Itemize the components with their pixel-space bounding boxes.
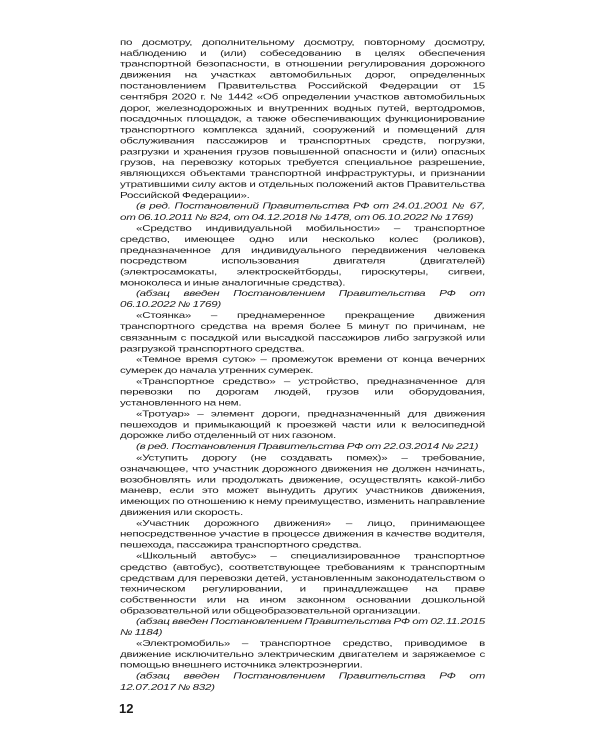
amendment-note: (абзац введен Постановлением Правительства РФ от 12.07.2017 № 832) (120, 671, 485, 692)
amendment-note: (абзац введен Постановлением Правительства РФ от 02.11.2015 № 1184) (120, 616, 485, 638)
definition-paragraph-individual-mobility: «Средство индивидуальной мобильности» – транспортное средство, имеющее одно или несколько колес (роликов), предназначенное для индивидуального передвижения человека посредством использования двигателя (двигателей) (электросамокаты, электроскейтборды, гироскутеры, сигвеи, моноколеса и иные аналогичные средства). (120, 223, 485, 288)
amendment-note: (в ред. Постановления Правительства РФ от 22.03.2014 № 221) (136, 442, 479, 452)
definition-paragraph-vehicle: «Транспортное средство» – устройство, предназначенное для перевозки по дорогам людей, грузов или оборудования, установленного на нем. (120, 376, 485, 408)
document-body-text (120, 37, 485, 693)
definition-paragraph-electric-car: «Электромобиль» – транспортное средство, приводимое в движение исключительно электрическим двигателем и заряжаемое с помощью внешнего источника электроэнергии. (120, 638, 485, 671)
definition-paragraph-traffic-participant: «Участник дорожного движения» – лицо, принимающее непосредственное участие в процессе движения в качестве водителя, пешехода, пассажира транспортного средства. (120, 518, 485, 550)
definition-paragraph-school-bus: «Школьный автобус» – специализированное транспортное средство (автобус), соответствующее требованиям к транспортным средствам для перевозки детей, установленным законодательством о техническом регулировании, и принадлежащее на праве собственности или на ином законном основании дошкольной образовательной или общеобразовательной организации. (120, 551, 485, 616)
definition-paragraph-parking: «Стоянка» – преднамеренное прекращение движения транспортного средства на время более 5 минут по причинам, не связанным с посадкой или высадкой пассажиров либо загрузкой или разгрузкой транспортного средства. (120, 310, 485, 354)
page-number: 12 (119, 701, 134, 716)
definition-paragraph-dark-time: «Темное время суток» – промежуток времени от конца вечерних сумерек до начала утренних сумерек. (120, 354, 485, 376)
amendment-note: (в ред. Постановлений Правительства РФ от 24.01.2001 № 67, от 06.10.2011 № 824, от 04.12.2018 № 1478, от 06.10.2022 № 1769) (120, 201, 485, 223)
amendment-note: (абзац введен Постановлением Правительства РФ от 06.10.2022 № 1769) (120, 289, 485, 310)
paragraph-continuation: по досмотру, дополнительному досмотру, повторному досмотру, наблюдению и (или) собеседованию в целях обеспечения транспортной безопасности, в отношении регулирования дорожного движения на участках автомобильных дорог, определенных постановлением Правительства Российской Федерации от 15 сентября 2020 г. № 1442 «Об определении участков автомобильных дорог, железнодорожных и внутренних водных путей, вертодромов, посадочных площадок, а также обеспечивающих функционирование транспортного комплекса зданий, сооружений и помещений для обслуживания пассажиров и транспортных средств, погрузки, разгрузки и хранения грузов повышенной опасности и (или) опасных грузов, на перевозку которых требуется специальное разрешение, являющихся объектами транспортной инфраструктуры, и признании утратившими силу актов и отдельных положений актов Правительства Российской Федерации». (120, 37, 485, 201)
definition-paragraph-sidewalk: «Тротуар» – элемент дороги, предназначенный для движения пешеходов и примыкающий к проезжей части или к велосипедной дорожке либо отделенный от них газоном. (120, 409, 485, 441)
definition-paragraph-yield: «Уступить дорогу (не создавать помех)» – требование, означающее, что участник дорожного движения не должен начинать, возобновлять или продолжать движение, осуществлять какой-либо маневр, если это может вынудить других участников движения, имеющих по отношению к нему преимущество, изменить направление движения или скорость. (120, 453, 485, 518)
